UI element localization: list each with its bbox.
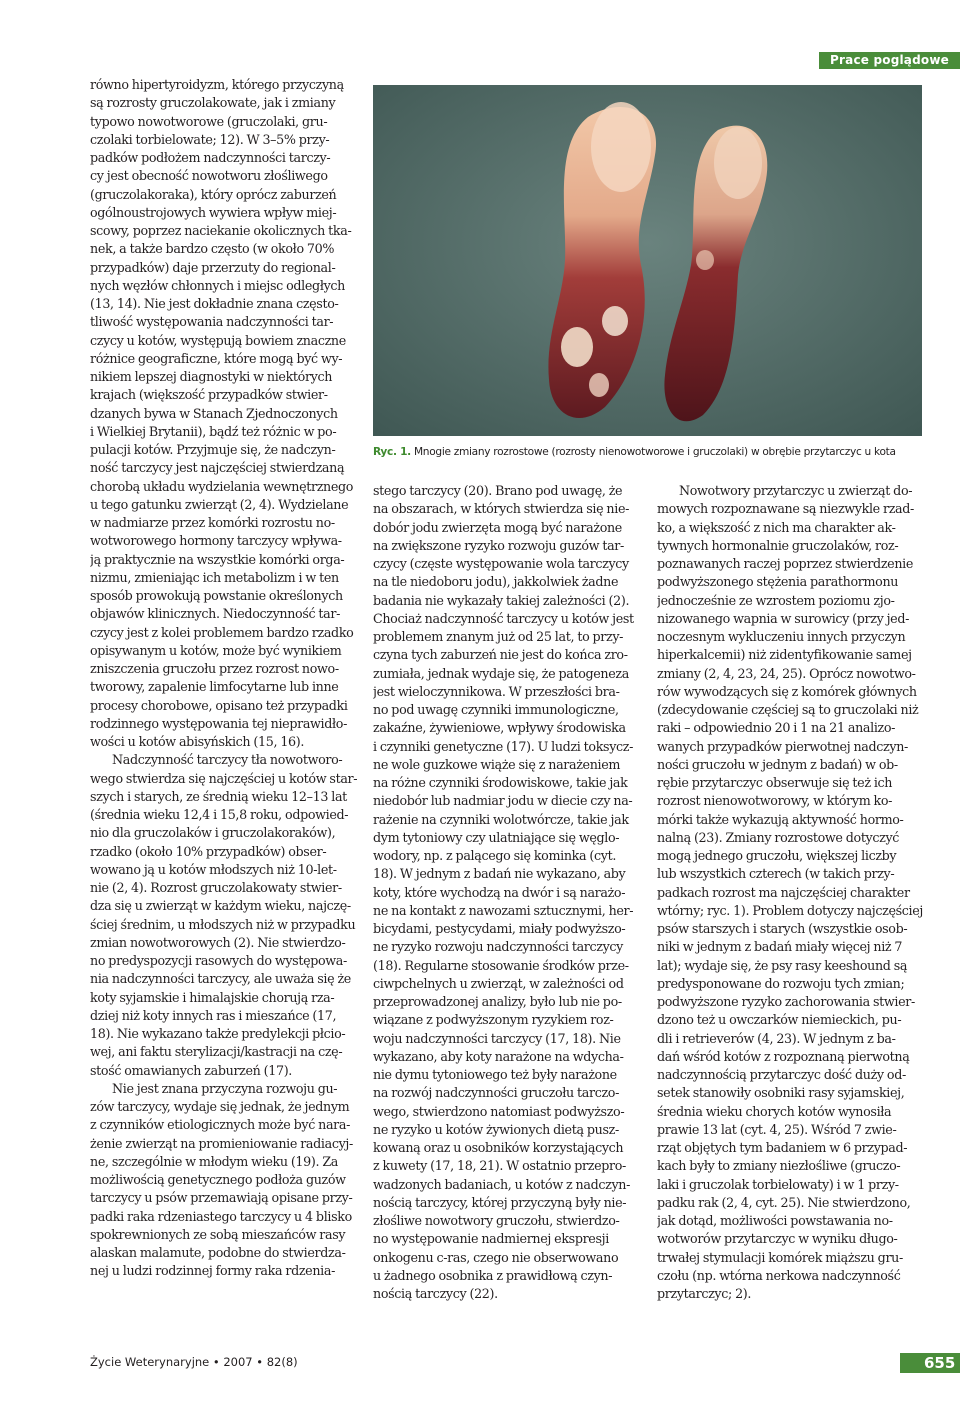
- text-line: (18). Regularne stosowanie środków prze-: [373, 957, 629, 973]
- text-line: ko, a większość z nich ma charakter ak-: [657, 519, 896, 535]
- text-line: dziej niż koty innych ras i mieszańce (17,: [90, 1007, 337, 1023]
- text-line: nalną (23). Zmiany rozrostowe dotyczyć: [657, 829, 900, 845]
- text-line: ją praktycznie na wszystkie komórki orga-: [90, 551, 345, 567]
- text-line: padku rak (2, 4, cyt. 25). Nie stwierdzono,: [657, 1194, 911, 1210]
- text-line: mowych rozpoznawane są niezwykle rzad-: [657, 501, 914, 517]
- text-line: procesy chorobowe, opisano też przypadki: [90, 697, 348, 713]
- text-line: dań wśród kotów z rozpoznaną pierwotną: [657, 1048, 910, 1064]
- text-line: koty syjamskie i himalajskie chorują rza-: [90, 989, 335, 1005]
- text-line: tworowy, zapalenie limfocytarne lub inne: [90, 679, 339, 695]
- text-line: dza się u zwierząt w każdym wieku, najczę-: [90, 898, 351, 914]
- figure-caption-label: Ryc. 1.: [373, 446, 411, 458]
- text-line: trwałej stymulacji komórek miąższu gru-: [657, 1249, 903, 1265]
- text-line: zniszczenia gruczołu przez rozrost nowo-: [90, 661, 339, 676]
- text-line: nizmu, zmieniając ich metabolizm i w ten: [90, 569, 339, 585]
- text-line: nością tarczycy (22).: [373, 1286, 498, 1301]
- text-line: wego stwierdza się najczęściej u kotów star-: [90, 770, 358, 786]
- text-line: tarczycy u psów przemawiają opisane przy-: [90, 1190, 353, 1206]
- text-line: możliwością genetycznego podłoża guzów: [90, 1172, 346, 1187]
- text-line: wowano ją u kotów młodszych niż 10-let-: [90, 861, 337, 877]
- text-line: (średnia wieku 12,4 i 15,8 roku, odpowied-: [90, 807, 349, 822]
- text-line: ne, szczególnie w młodym wieku (19). Za: [90, 1153, 339, 1169]
- text-line: równo hipertyroidyzm, którego przyczyną: [90, 77, 344, 92]
- text-line: u żadnego osobnika z prawidłową czyn-: [373, 1267, 613, 1283]
- text-line: koty, które wychodzą na dwór i są narażo-: [373, 884, 626, 900]
- text-line: nie dymu tytoniowego też były narażone: [373, 1067, 617, 1082]
- text-line: wości u kotów abisyńskich (15, 16).: [90, 734, 305, 749]
- text-line: no występowanie nadmiernej ekspresji: [373, 1231, 609, 1247]
- text-line: jednocześnie ze wzrostem poziomu zjo-: [657, 592, 895, 608]
- text-line: wanych przypadków pierwotnej nadczyn-: [657, 738, 908, 754]
- text-line: nością tarczycy, której przyczyną były nie-: [373, 1194, 627, 1210]
- text-line: raki – odpowiednio 20 i 1 na 21 analizo-: [657, 720, 896, 736]
- page-number: 655: [900, 1353, 960, 1373]
- text-line: wej, ani faktu sterylizacji/kastracji na czę-: [90, 1044, 343, 1060]
- figure-photo: [373, 85, 922, 436]
- text-line: dobór jodu zwierzęta mogą być narażone: [373, 519, 622, 535]
- text-line: ne ryzyko u kotów żywionych dietą pusz-: [373, 1121, 619, 1137]
- text-line: padki raka rdzeniastego tarczycy u 4 blisko: [90, 1208, 352, 1224]
- text-line: jest wieloczynnikowa. W przeszłości bra-: [373, 683, 620, 699]
- text-line: nia nadczynności tarczycy, ale uważa się że: [90, 971, 351, 987]
- text-line: no predyspozycji rasowych do występowa-: [90, 953, 347, 968]
- text-line: laki i gruczolak torbielowaty) i w 1 przy-: [657, 1176, 899, 1192]
- text-line: Chociaż nadczynność tarczycy u kotów jest: [373, 610, 634, 626]
- text-line: padkach rozrost ma najczęściej charakter: [657, 884, 910, 900]
- text-line: przeprowadzonej analizy, było lub nie po-: [373, 994, 622, 1009]
- text-line: stego tarczycy (20). Brano pod uwagę, że: [373, 483, 623, 498]
- text-line: nek, a także bardzo często (w około 70%: [90, 241, 335, 257]
- text-line: nej u ludzi rodzinnej formy raka rdzenia-: [90, 1263, 336, 1279]
- text-line: czycy u kotów, występują bowiem znaczne: [90, 332, 346, 348]
- text-line: (gruczolakoraka), który oprócz zaburzeń: [90, 186, 337, 202]
- text-line: woju nadczynności tarczycy (17, 18). Nie: [373, 1030, 621, 1046]
- text-line: zakaźne, żywieniowe, wpływy środowiska: [373, 720, 626, 736]
- text-line: spokrewnionych ze sobą mieszańców rasy: [90, 1226, 346, 1242]
- text-line: rodzinnego występowania tej nieprawidło-: [90, 715, 348, 731]
- text-line: (zdecydowanie częściej są to gruczolaki niż: [657, 702, 919, 717]
- text-line: hiperkalcemii) niż zidentyfikowanie samej: [657, 647, 912, 663]
- text-line: nio dla gruczolaków i gruczolakoraków),: [90, 825, 336, 841]
- text-line: psów starszych i starych (wszystkie osob-: [657, 921, 908, 936]
- text-line: żenie zwierząt na promieniowanie radiacyj-: [90, 1135, 353, 1151]
- text-line: (13, 14). Nie jest dokładnie znana często-: [90, 296, 339, 311]
- text-line: różnice geograficzne, które mogą być wy-: [90, 350, 343, 366]
- text-line: bicydami, pestycydami, miały podwyższo-: [373, 921, 626, 936]
- text-line: predysponowane do rozwoju tych zmian;: [657, 975, 905, 991]
- text-line: dzono też u owczarków niemieckich, pu-: [657, 1012, 902, 1028]
- text-line: pulacji kotów. Przyjmuje się, że nadczyn-: [90, 442, 336, 457]
- text-line: chorobą układu wydzielania wewnętrznego: [90, 478, 354, 494]
- text-line: kowaną oraz u osobników korzystających: [373, 1140, 624, 1155]
- text-line: opisywanym u kotów, może być wynikiem: [90, 642, 342, 658]
- text-line: podwyższone ryzyko zachorowania stwier-: [657, 994, 915, 1009]
- text-line: są rozrosty gruczolakowate, jak i zmiany: [90, 95, 336, 111]
- text-column-middle: [373, 482, 643, 1303]
- text-line: mogą jednego gruczołu, większej liczby: [657, 848, 897, 863]
- text-line: złośliwe nowotwory gruczołu, stwierdzo-: [373, 1213, 620, 1228]
- text-line: ogólnoustrojowych wywiera wpływ miej-: [90, 204, 337, 220]
- text-line: no pod uwagę czynniki immunologiczne,: [373, 702, 619, 717]
- text-line: nie (2, 4). Rozrost gruczolakowaty stwier-: [90, 880, 342, 895]
- text-line: badania nie wykazały takiej zależności (2).: [373, 592, 630, 608]
- text-line: niki w jednym z badań miały więcej niż 7: [657, 939, 903, 955]
- text-line: na obszarach, w których stwierdza się nie-: [373, 501, 630, 517]
- text-line: kach były to zmiany niezłośliwe (gruczo-: [657, 1158, 901, 1174]
- text-line: prawie 13 lat (cyt. 4, 25). Wśród 7 zwie-: [657, 1121, 897, 1137]
- text-line: rząt objętych tym badaniem w 6 przypad-: [657, 1140, 908, 1155]
- text-column-right: [657, 482, 929, 1303]
- text-line: tywnych hormonalnie gruczolaków, roz-: [657, 537, 899, 553]
- text-line: niedobór lub nadmiar jodu w diecie czy na-: [373, 793, 633, 809]
- text-line: dli i retrieverów (4, 23). W jednym z ba-: [657, 1030, 896, 1046]
- text-line: dym tytoniowy czy ulatniające się węglo-: [373, 829, 620, 845]
- text-line: czolaki torbielowate; 12). W 3–5% przy-: [90, 131, 330, 147]
- text-line: wego, stwierdzono natomiast podwyższo-: [373, 1103, 625, 1119]
- text-line: scowy, poprzez naciekanie okolicznych tka-: [90, 223, 352, 238]
- text-line: stość omawianych zaburzeń (17).: [90, 1062, 292, 1078]
- text-line: zów tarczycy, wydaje się jednak, że jednym: [90, 1099, 350, 1114]
- text-line: na różne czynniki środowiskowe, takie jak: [373, 775, 628, 790]
- text-line: na rozwój nadczynności gruczołu tarczo-: [373, 1085, 620, 1101]
- text-line: na zwiększone ryzyko rozwoju guzów tar-: [373, 537, 624, 553]
- text-line: przytarczyc; 2).: [657, 1286, 752, 1301]
- text-line: czołu (np. wtórna nerkowa nadczynność: [657, 1267, 901, 1283]
- text-line: wtórny; ryc. 1). Problem dotyczy najczęściej: [657, 902, 923, 918]
- text-line: i czynniki genetyczne (17). U ludzi toksycz-: [373, 738, 634, 754]
- text-line: padków podłożem nadczynności tarczy-: [90, 150, 331, 165]
- parathyroid-photo-image: [373, 85, 922, 436]
- text-line: średnia wieku chorych kotów wynosiła: [657, 1103, 892, 1119]
- text-line: czycy jest z kolei problemem bardzo rzadko: [90, 624, 354, 640]
- text-line: nych węzłów chłonnych i miejsc odległych: [90, 277, 345, 293]
- text-line: czyna tych zaburzeń nie jest do końca zro-: [373, 647, 628, 663]
- text-line: wadzonych badaniach, u kotów z nadczyn-: [373, 1176, 631, 1192]
- text-line: wodory, np. z palącego się kominka (cyt.: [373, 848, 616, 863]
- text-line: lub wszystkich czterech (w takich przy-: [657, 866, 895, 882]
- text-line: mórki także wykazują aktywność hormo-: [657, 811, 904, 827]
- text-line: nikiem lepszej diagnostyki w niektórych: [90, 369, 333, 384]
- text-line: typowo nowotworowe (gruczolaki, gru-: [90, 113, 328, 129]
- text-line: ne ryzyko rozwoju nadczynności tarczycy: [373, 939, 623, 955]
- text-line: rów wywodzących się z komórek głównych: [657, 683, 917, 699]
- text-line: w nadmiarze przez komórki rozrostu no-: [90, 515, 335, 530]
- text-line: rażenie na czynniki wolotwórcze, takie jak: [373, 811, 629, 827]
- text-line: ność tarczycy jest najczęściej stwierdzaną: [90, 460, 345, 476]
- text-line: rzadko (około 10% przypadków) obser-: [90, 843, 327, 859]
- text-line: lat); wydaje się, że psy rasy keeshound są: [657, 957, 908, 973]
- text-line: wykazano, aby koty narażone na wdycha-: [373, 1048, 624, 1064]
- text-line: dzanych bywa w Stanach Zjednoczonych: [90, 405, 338, 421]
- text-line: objawów klinicznych. Niedoczynność tar-: [90, 606, 341, 622]
- text-line: Nadczynność tarczycy tła nowotworo-: [112, 752, 343, 768]
- text-line: ności gruczołu w jednym z badań) w ob-: [657, 756, 898, 772]
- text-line: u tego gatunku zwierząt (2, 4). Wydzielane: [90, 496, 349, 512]
- text-line: krajach (większość przypadków stwier-: [90, 387, 328, 403]
- text-line: na tle niedoboru jodu), jakkolwiek żadne: [373, 574, 619, 590]
- text-line: nadczynnością przytarczyc dość duży od-: [657, 1067, 906, 1082]
- text-line: czycy (częste występowanie wola tarczycy: [373, 556, 629, 571]
- text-line: nizowanego wapnia w surowicy (przy jed-: [657, 610, 910, 626]
- text-column-left: [90, 76, 370, 1281]
- text-line: ne na kontakt z nawozami sztucznymi, her-: [373, 902, 634, 918]
- text-line: rębie przytarczyc obserwuje się też ich: [657, 775, 893, 790]
- text-line: onkogenu c-ras, czego nie obserwowano: [373, 1249, 619, 1265]
- text-line: jak dotąd, możliwości powstawania no-: [657, 1213, 893, 1228]
- text-line: zmian nowotworowych (2). Nie stwierdzo-: [90, 934, 346, 950]
- figure-caption: [373, 446, 933, 458]
- text-line: setek stanowiły osobniki rasy syjamskiej,: [657, 1085, 905, 1101]
- text-line: noczesnym wykluczeniu innych przyczyn: [657, 629, 906, 644]
- text-line: i Wielkiej Brytanii), bądź też różnic w po-: [90, 423, 337, 439]
- text-line: 18). Nie wykazano także predylekcji płcio-: [90, 1026, 346, 1041]
- text-line: wotworów przytarczyc w wyniku długo-: [657, 1231, 898, 1247]
- text-line: poznawanych raczej poprzez stwierdzenie: [657, 556, 914, 571]
- text-line: 18). W jednym z badań nie wykazano, aby: [373, 866, 626, 882]
- text-line: Nowotwory przytarczyc u zwierząt do-: [679, 483, 913, 498]
- text-line: cy jest obecność nowotworu złośliwego: [90, 168, 328, 184]
- text-line: ne wole guzkowe wiąże się z narażeniem: [373, 756, 621, 772]
- text-line: tliwość występowania nadczynności tar-: [90, 314, 334, 330]
- text-line: zumiała, jednak wydaje się, że patogeneza: [373, 665, 629, 681]
- text-line: rozrost nienowotworowy, w którym ko-: [657, 793, 893, 809]
- text-line: ściej średnim, u młodszych niż w przypadku: [90, 916, 356, 932]
- text-line: z kuwety (17, 18, 21). W ostatnio przepro-: [373, 1158, 626, 1174]
- section-label: Prace poglądowe: [819, 52, 960, 69]
- figure-caption-text: Mnogie zmiany rozrostowe (rozrosty nienowotworowe i gruczolaki) w obrębie przytarczyc u kota: [413, 446, 896, 458]
- text-line: szych i starych, ze średnią wieku 12–13 lat: [90, 788, 347, 804]
- text-line: ciwpchelnych u zwierząt, w zależności od: [373, 975, 624, 991]
- text-line: sposób prowokują powstanie określonych: [90, 588, 343, 603]
- text-line: Nie jest znana przyczyna rozwoju gu-: [112, 1080, 338, 1096]
- text-line: przypadków) daje przerzuty do regional-: [90, 259, 336, 275]
- text-line: wiązane z podwyższonym ryzykiem roz-: [373, 1012, 614, 1028]
- text-line: podwyższonego stężenia parathormonu: [657, 574, 899, 590]
- text-line: wotworowego hormony tarczycy wpływa-: [90, 533, 342, 549]
- text-line: alaskan malamute, podobne do stwierdza-: [90, 1245, 346, 1260]
- text-line: zmiany (2, 4, 23, 24, 25). Oprócz nowotwo-: [657, 665, 916, 681]
- text-line: z czynników etiologicznych może być nara-: [90, 1117, 351, 1133]
- text-line: problemem znanym już od 25 lat, to przy-: [373, 629, 624, 644]
- journal-footer: Życie Weterynaryjne • 2007 • 82(8): [90, 1355, 298, 1369]
